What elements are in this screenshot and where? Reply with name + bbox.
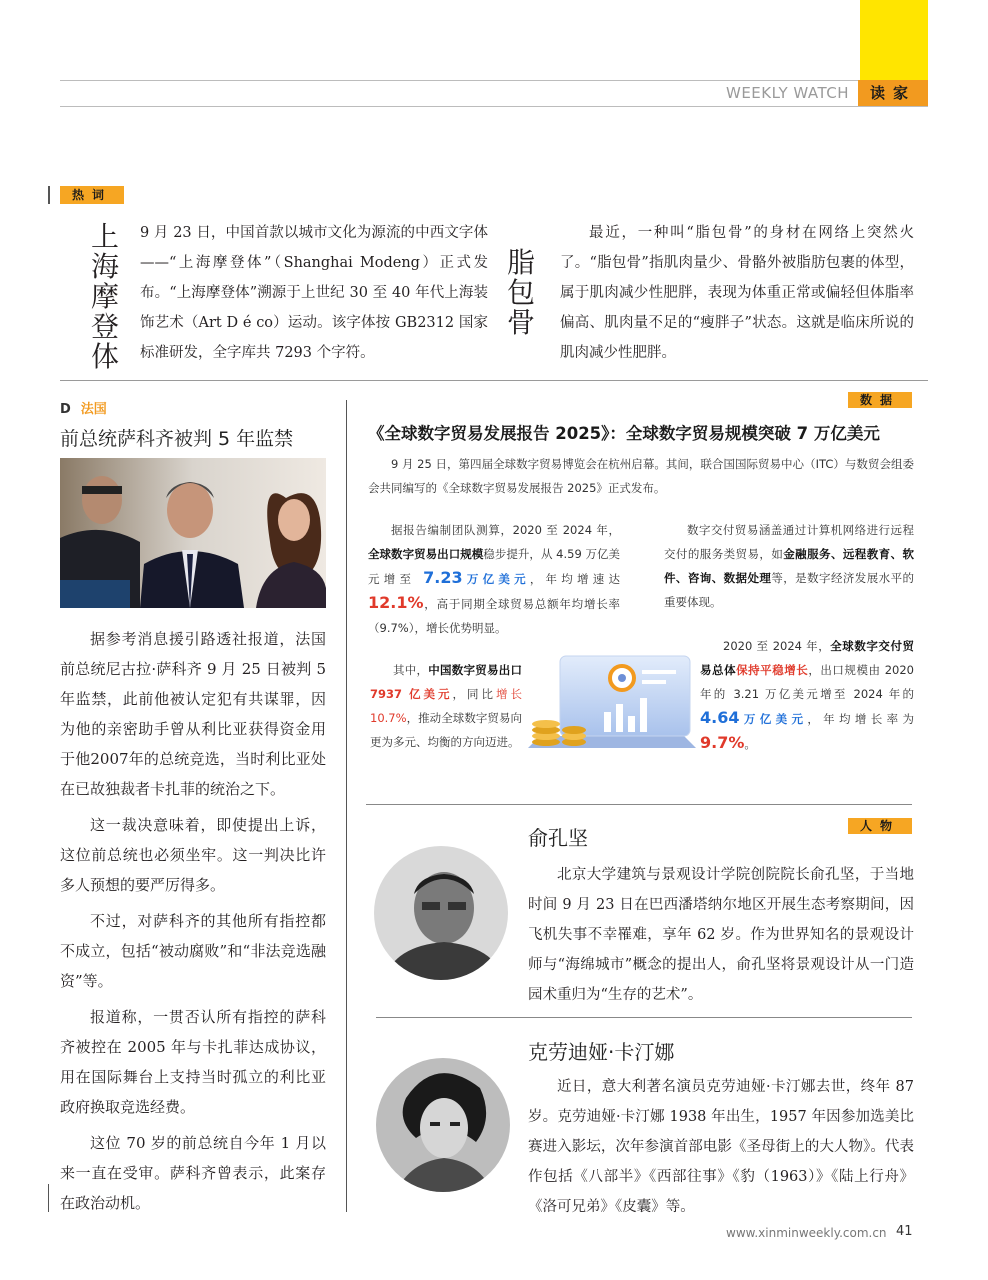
text: 稳步提升，从 4.59 万亿美元增至: [368, 547, 621, 586]
hotword-char: 骨: [506, 306, 535, 339]
tag-marker: [48, 186, 50, 204]
section-label: WEEKLY WATCH: [726, 84, 850, 102]
stat-unit: 万亿美元: [462, 572, 530, 586]
hotword-char: 登: [90, 310, 119, 343]
hotword-char: 体: [90, 340, 119, 373]
hotword-text-left: 9 月 23 日，中国首款以城市文化为源流的中西文字体——“上海摩登体”（Shanghai Modeng）正式发布。“上海摩登体”溯源于上世纪 30 至 40 年代上海装饰艺术（Art D é co）运动。该字体按 GB2312 国家标准研发，全字库共 7293 个字符。: [140, 225, 488, 361]
text: ，同比: [452, 687, 497, 701]
stat-number: 9.7%: [700, 733, 745, 752]
person-name: 克劳迪娅·卡汀娜: [528, 1040, 675, 1064]
people-tag: 人物: [848, 818, 912, 834]
text: 等，是数字经济发展水平的重要体现。: [664, 571, 915, 609]
data-tag: 数据: [848, 392, 912, 408]
hotword-char: 海: [90, 250, 119, 283]
news-paragraph: 据参考消息援引路透社报道，法国前总统尼古拉·萨科齐 9 月 25 日被判 5 年监禁，此前他被认定犯有共谋罪，因为他的亲密助手曾从利比亚获得资金用于他2007年的总统竞选，当时利比亚处在已故独裁者卡扎菲的统治之下。: [60, 630, 326, 798]
data-title: 《全球数字贸易发展报告 2025》：全球数字贸易规模突破 7 万亿美元: [368, 424, 880, 443]
data-intro: 9 月 25 日，第四届全球数字贸易博览会在杭州启幕。其间，联合国国际贸易中心（ITC）与数贸会组委会共同编写的《全球数字贸易发展报告 2025》正式发布。: [368, 457, 914, 495]
hotwords-tag: 热词: [60, 186, 124, 204]
highlight: 全球数字贸易出口规模: [368, 547, 484, 561]
text: ，年均增长率为: [807, 712, 915, 726]
stat-number: 7.23: [423, 568, 463, 587]
text: 2020 至 2024 年，: [723, 639, 831, 653]
highlight: 全球数字交付贸易总体: [700, 639, 914, 677]
stat-number: 增长 10.7%: [370, 687, 523, 725]
highlight: 金融服务、远程教育、软件、咨询、数据处理: [664, 547, 914, 585]
hotword-title-right: [506, 248, 536, 338]
text: ，高于同期全球贸易总额年均增长率（9.7%），增长优势明显。: [368, 597, 620, 635]
news-label: [60, 398, 107, 417]
page-number: 41: [896, 1224, 913, 1239]
section-badge: 读家: [858, 80, 928, 106]
news-paragraph: 不过，对萨科齐的其他所有指控都不成立，包括“被动腐败”和“非法竞选融资”等。: [60, 912, 326, 990]
data-block-growth: [700, 634, 914, 756]
news-paragraph: 报道称，一贯否认所有指控的萨科齐被控在 2005 年与卡扎菲达成协议，用在国际舞台上支持当时孤立的利比亚政府换取竞选经费。: [60, 1008, 326, 1116]
news-title: 前总统萨科齐被判 5 年监禁: [60, 428, 294, 450]
header-rule-bottom: [60, 106, 928, 107]
hotword-char: 脂: [506, 246, 535, 279]
text: 数字交付贸易涵盖通过计算机网络进行远程交付的服务类贸易，如: [664, 523, 914, 561]
hotword-title-left: [90, 222, 120, 372]
column-end-mark: [48, 1184, 49, 1212]
text: ，推动全球数字贸易向更为多元、均衡的方向迈进。: [370, 711, 522, 749]
highlight-red: 保持平稳增长: [736, 663, 809, 677]
person-name: 俞孔坚: [528, 826, 588, 850]
header-yellow-tab: [860, 0, 928, 80]
stat-number: 12.1%: [368, 593, 424, 612]
text: ，出口规模由 2020 年的 3.21 万亿美元增至 2024 年的: [700, 663, 915, 701]
news-country: 法国: [80, 402, 107, 417]
text: 。: [744, 737, 756, 751]
hotword-char: 包: [506, 276, 535, 309]
stat-number: 7937 亿美元: [370, 687, 453, 701]
laptop-chart-illustration: [524, 650, 700, 754]
text: 据报告编制团队测算，2020 至 2024 年，: [391, 523, 620, 537]
data-block-delivery: [664, 518, 914, 614]
people-divider: [366, 804, 912, 805]
data-block-export: [368, 518, 620, 640]
data-block-china: [370, 658, 522, 754]
news-paragraph: 这一裁决意味着，即使提出上诉，这位前总统也必须坐牢。这一判决比许多人预想的要严厉得多。: [60, 816, 326, 894]
person-bio: 近日，意大利著名演员克劳迪娅·卡汀娜去世，终年 87 岁。克劳迪娅·卡汀娜 1938 年出生，1957 年因参加选美比赛进入影坛，次年参演首部电影《圣母街上的大人物》。代表作包括《八部半》《西部往事》《豹（1963）》《陆上行舟》《洛可兄弟》《皮囊》等。: [528, 1079, 914, 1215]
column-divider: [346, 400, 347, 1212]
hotword-char: 上: [90, 220, 119, 253]
stat-unit: 万亿美元: [739, 712, 808, 726]
text: ，年均增速达: [529, 572, 621, 586]
hotword-text-right: 最近，一种叫“脂包骨”的身材在网络上突然火了。“脂包骨”指肌肉量少、骨骼外被脂肪包裹的体型，属于肌肉减少性肥胖，表现为体重正常或偏轻但体脂率偏高、肌肉量不足的“瘦胖子”状态。这就是临床所说的肌肉减少性肥胖。: [560, 225, 914, 361]
claudia-cardinale-portrait: [376, 1058, 510, 1192]
text: 其中，: [393, 663, 429, 677]
footer-url: www.xinminweekly.com.cn: [726, 1226, 887, 1240]
news-letter: D: [60, 402, 71, 417]
news-body: [60, 624, 326, 1224]
person-divider: [376, 1017, 912, 1018]
hotword-char: 摩: [90, 280, 119, 313]
news-paragraph: 这位 70 岁的前总统自今年 1 月以来一直在受审。萨科齐曾表示，此案存在政治动机。: [60, 1134, 326, 1212]
stat-number: 4.64: [700, 708, 740, 727]
section-divider: [60, 380, 928, 381]
header-rule-top: [60, 80, 928, 81]
person-bio: 北京大学建筑与景观设计学院创院院长俞孔坚，于当地时间 9 月 23 日在巴西潘塔纳尔地区开展生态考察期间，因飞机失事不幸罹难，享年 62 岁。作为世界知名的景观设计师与“海绵城市”概念的提出人，俞孔坚将景观设计从一门造园术重归为“生存的艺术”。: [528, 867, 914, 1003]
sarkozy-photo: [60, 458, 326, 608]
highlight: 中国数字贸易出口: [428, 663, 522, 677]
yu-kongjian-portrait: [374, 846, 508, 980]
